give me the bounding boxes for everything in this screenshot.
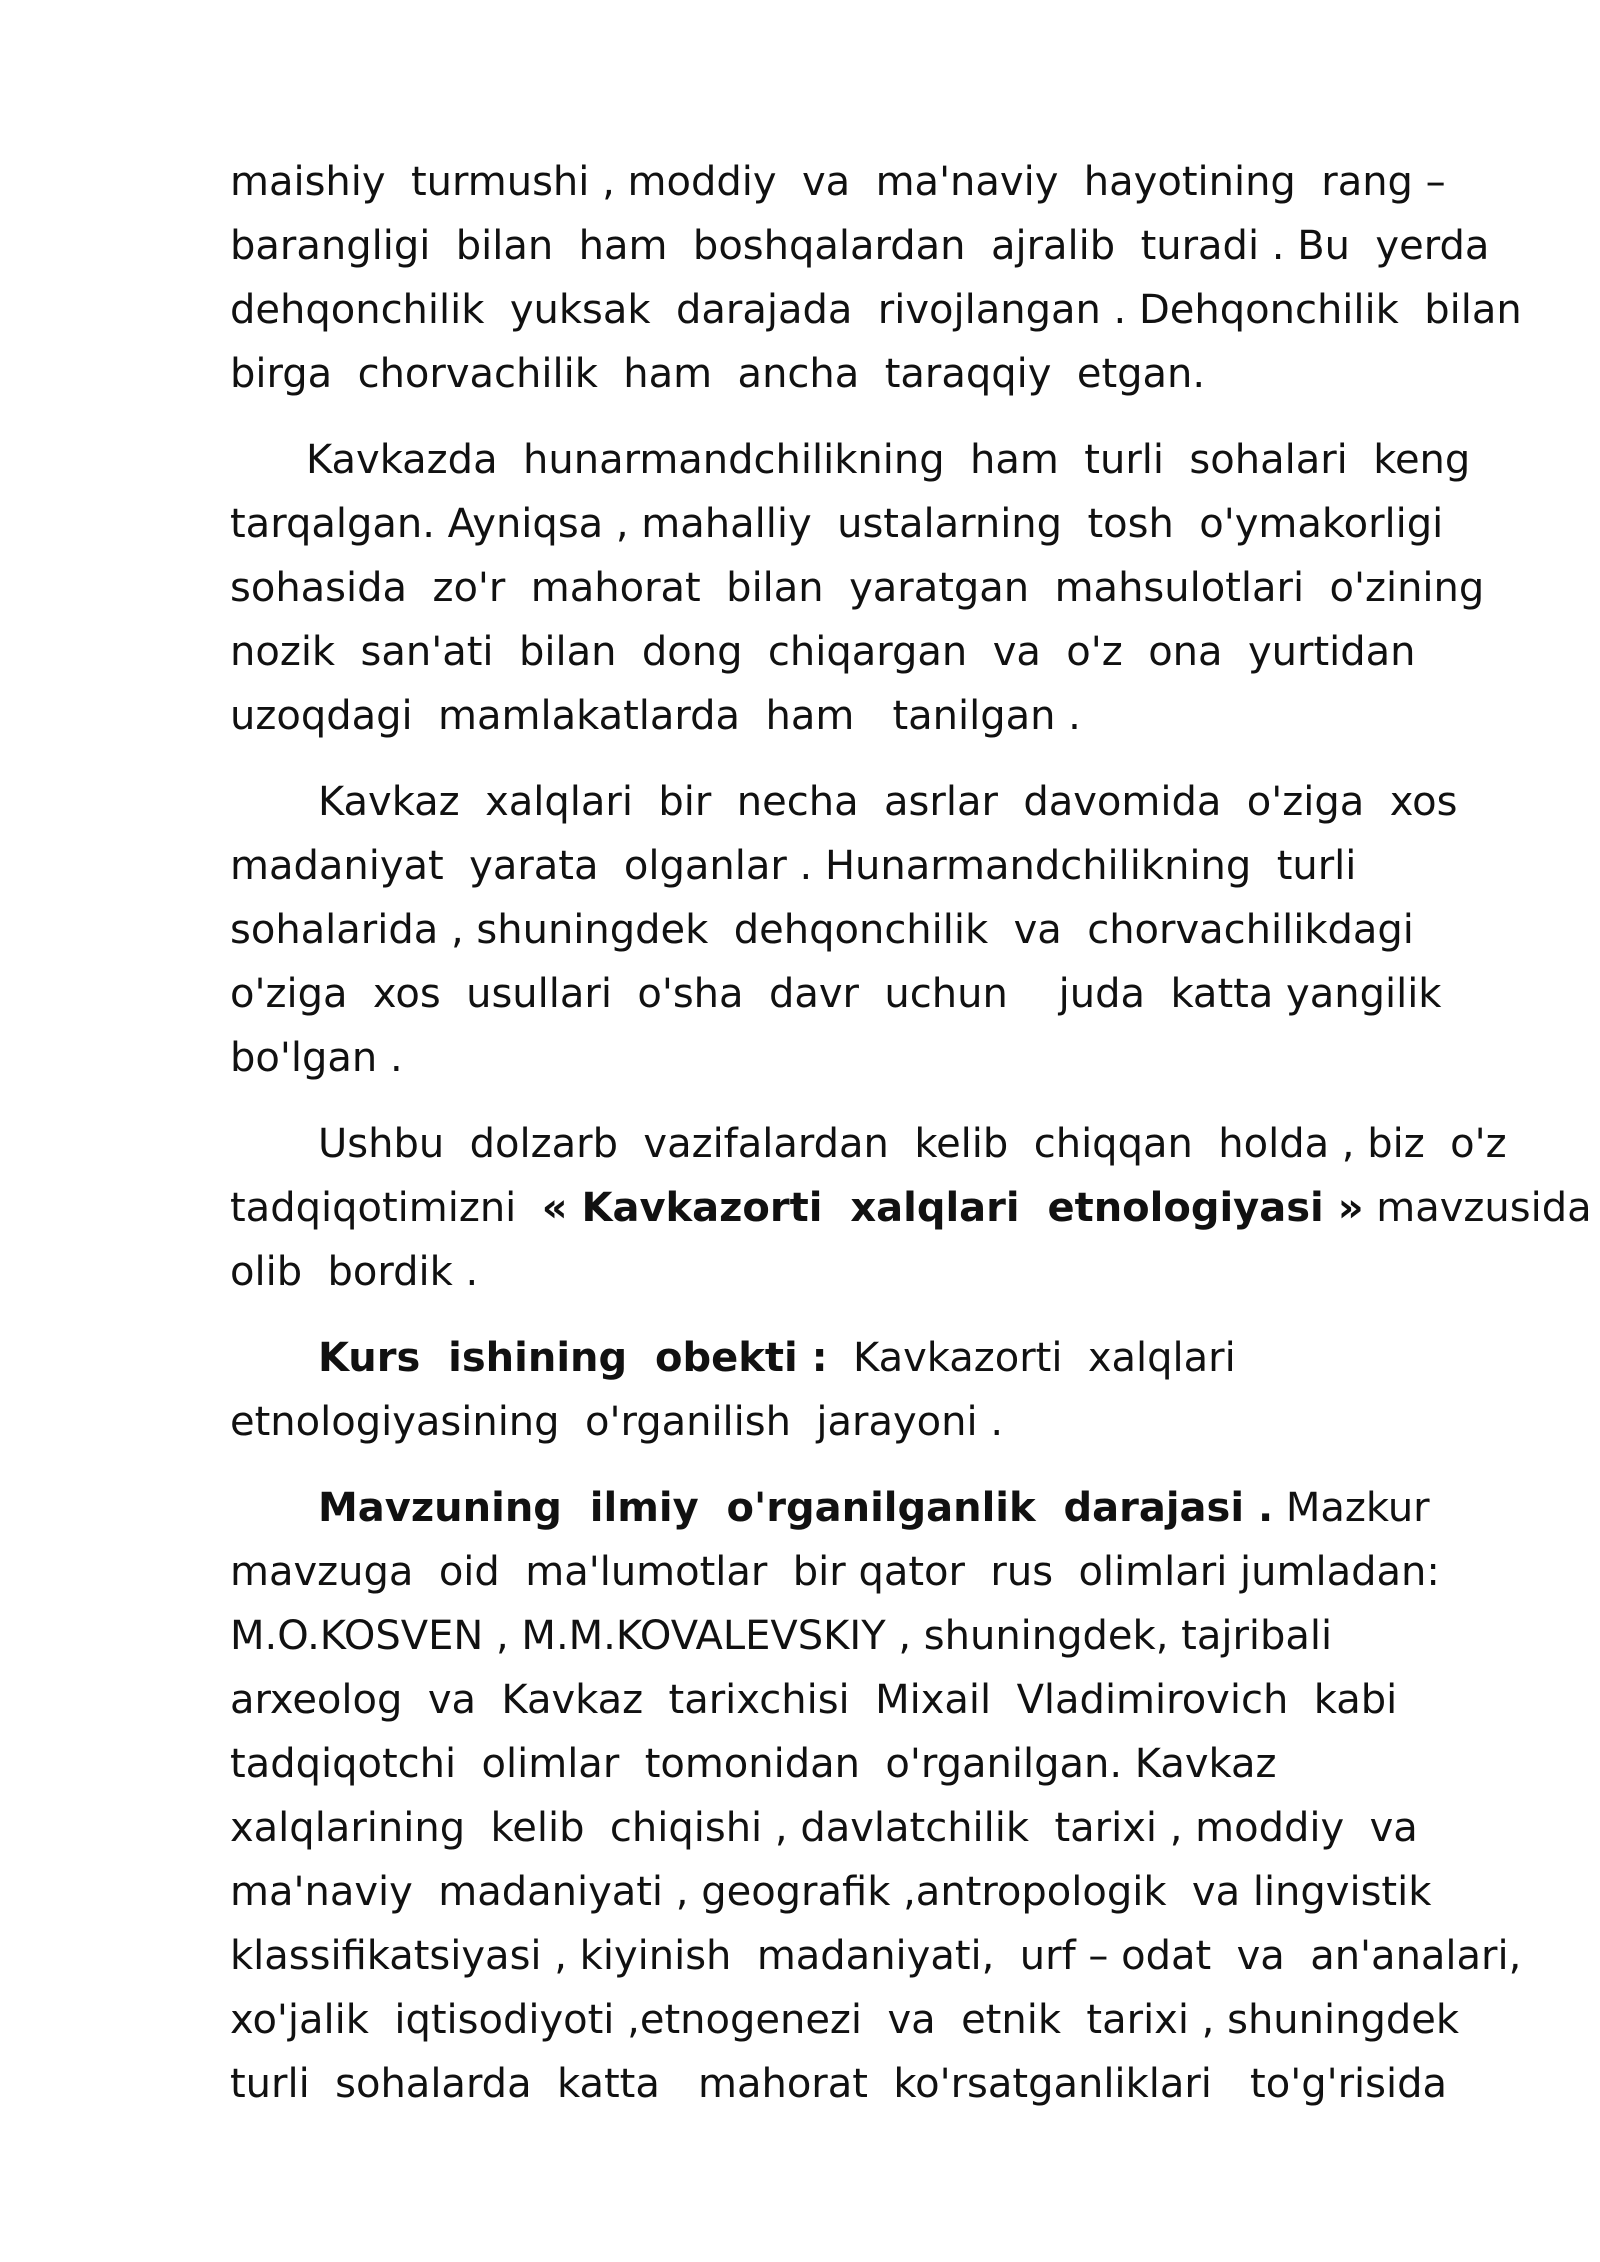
text-line: xalqlarining kelib chiqishi , davlatchilik tarixi , moddiy va [230,1805,1418,1851]
document-body [230,150,1592,2138]
text-line: sohasida zo'r mahorat bilan yaratgan mahsulotlari o'zining [230,565,1485,611]
text-line: tadqiqotchi olimlar tomonidan o'rganilgan. Kavkaz [230,1741,1277,1787]
text-segment: mavzusida [1363,1185,1592,1231]
text-line: dehqonchilik yuksak darajada rivojlangan . Dehqonchilik bilan [230,287,1522,333]
topic-title: « Kavkazorti xalqlari etnologiyasi » [541,1185,1364,1231]
text-line [230,1326,1490,1390]
paragraph-topic [230,1112,1592,1304]
text-line: tarqalgan. Ayniqsa , mahalliy ustalarning tosh o'ymakorligi [230,501,1444,547]
text-line: Kavkazda hunarmandchilikning ham turli sohalari keng [306,437,1471,483]
text-line: mavzuga oid ma'lumotlar bir qator rus olimlari jumladan: [230,1549,1440,1595]
text-line: etnologiyasining o'rganilish jarayoni . [230,1399,1004,1445]
text-segment: Kavkazorti xalqlari [827,1335,1236,1381]
text-line: Kavkaz xalqlari bir necha asrlar davomida o'ziga xos [318,779,1458,825]
text-line: olib bordik . [230,1249,479,1295]
research-level-heading: Mavzuning ilmiy o'rganilganlik darajasi . [318,1485,1274,1531]
text-line [230,1176,1592,1240]
text-line: o'ziga xos usullari o'sha davr uchun juda katta yangilik [230,971,1442,1017]
text-line: xo'jalik iqtisodiyoti ,etnogenezi va etnik tarixi , shuningdek [230,1997,1460,2043]
text-line: maishiy turmushi , moddiy va ma'naviy hayotining rang – [230,159,1446,205]
paragraph-lifestyle [230,150,1522,406]
text-line: barangligi bilan ham boshqalardan ajralib turadi . Bu yerda [230,223,1490,269]
text-segment: tadqiqotimizni [230,1185,542,1231]
paragraph-object [230,1326,1490,1454]
text-line: nozik san'ati bilan dong chiqargan va o'z ona yurtidan [230,629,1416,675]
text-line: arxeolog va Kavkaz tarixchisi Mixail Vladimirovich kabi [230,1677,1398,1723]
text-line: klassifikatsiyasi , kiyinish madaniyati, urf – odat va an'analari, [230,1933,1522,1979]
text-line: ma'naviy madaniyati , geografik ,antropologik va lingvistik [230,1869,1432,1915]
text-line [230,1476,1490,1540]
text-line: turli sohalarda katta mahorat ko'rsatganliklari to'g'risida [230,2061,1447,2107]
text-line: birga chorvachilik ham ancha taraqqiy etgan. [230,351,1206,397]
object-heading: Kurs ishining obekti : [318,1335,828,1381]
paragraph-research-level [230,1476,1522,2116]
text-segment: Mazkur [1273,1485,1430,1531]
paragraph-crafts [230,428,1490,748]
text-line: uzoqdagi mamlakatlarda ham tanilgan . [230,693,1081,739]
text-line: M.O.KOSVEN , M.M.KOVALEVSKIY , shuningdek, tajribali [230,1613,1333,1659]
paragraph-culture [230,770,1490,1090]
text-line: sohalarida , shuningdek dehqonchilik va chorvachilikdagi [230,907,1414,953]
text-line: Ushbu dolzarb vazifalardan kelib chiqqan holda , biz o'z [318,1121,1507,1167]
text-line: bo'lgan . [230,1035,403,1081]
text-line: madaniyat yarata olganlar . Hunarmandchilikning turli [230,843,1357,889]
